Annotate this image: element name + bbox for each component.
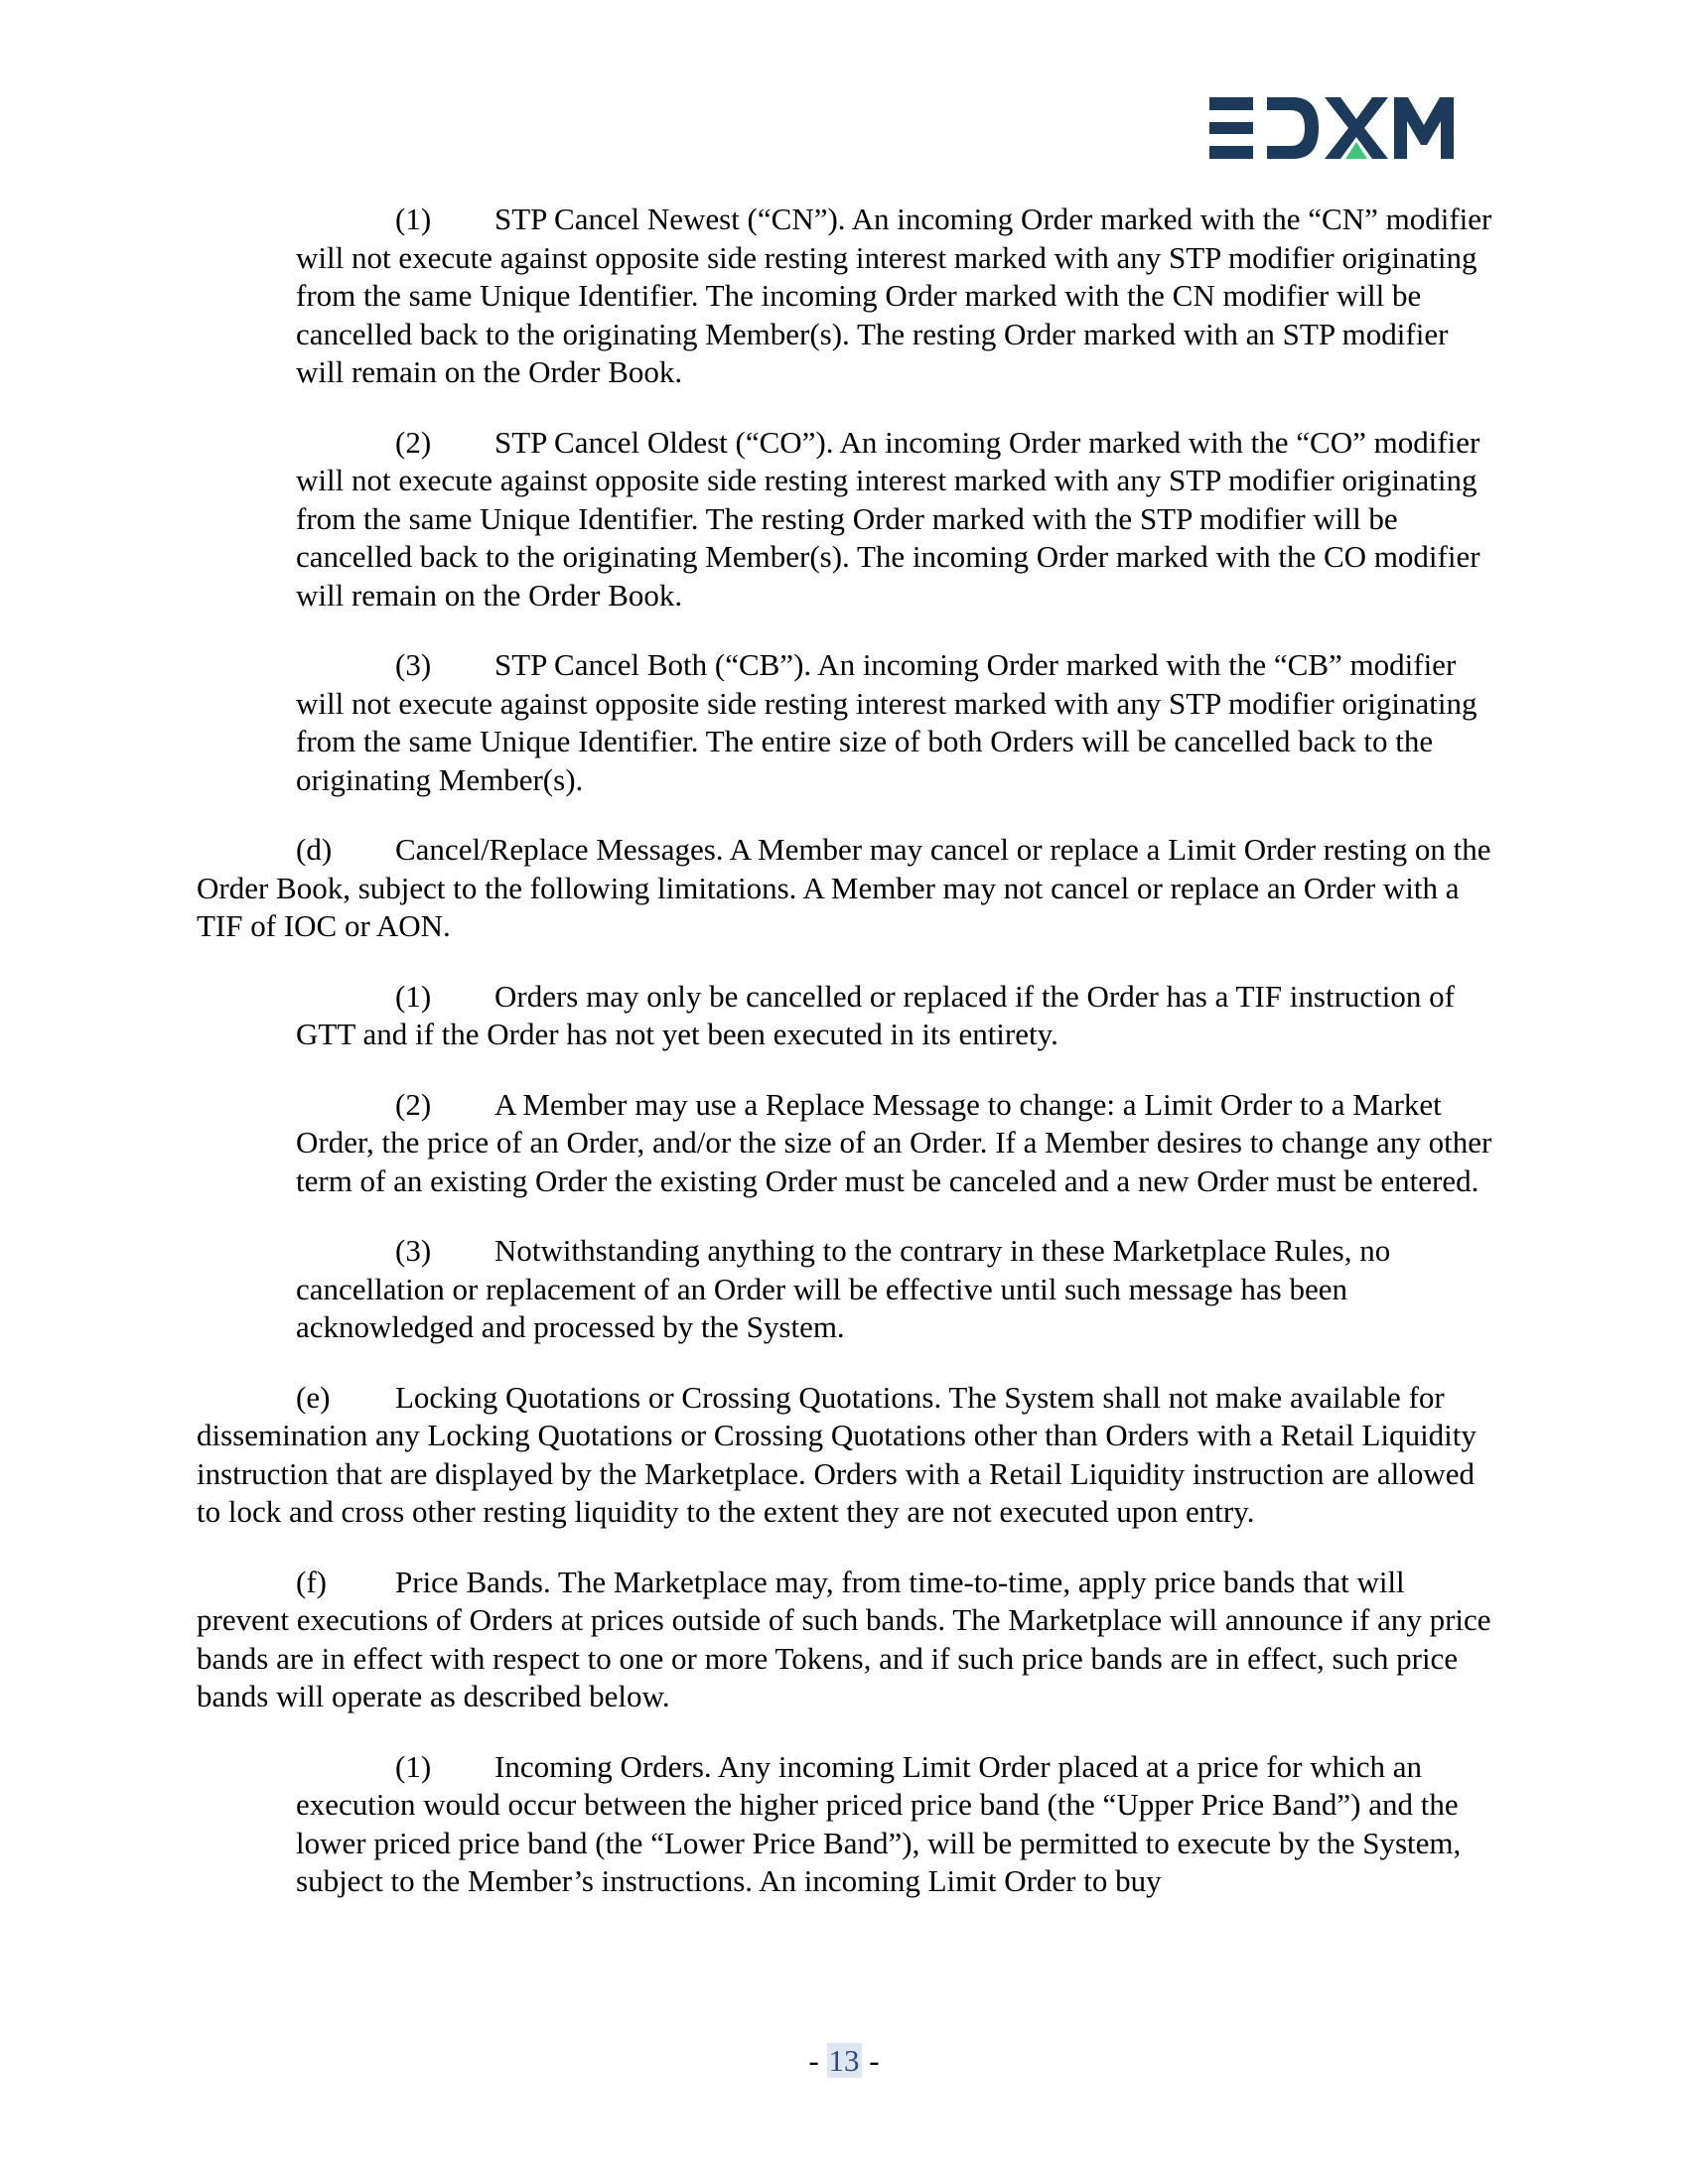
paragraph-stp-cancel-newest — [197, 201, 1497, 392]
logo-d — [1267, 97, 1319, 159]
edxm-logo — [1209, 95, 1454, 161]
paragraph-text: Incoming Orders. Any incoming Limit Order placed at a price for which an execution would occur between the higher priced price band (the “Upper Price Band”) and the lower priced price band (the “Lower Price Band”), will be permitted to execute by the System, subject to the Member’s instructions. An incoming Limit Order to buy — [296, 1748, 1462, 1898]
paragraph-stp-cancel-oldest — [197, 424, 1497, 615]
paragraph-locking-quotations — [197, 1379, 1497, 1532]
page-number: 13 — [828, 2043, 860, 2078]
paragraph-price-bands — [197, 1564, 1497, 1716]
paragraph-stp-cancel-both — [197, 646, 1497, 799]
paragraph-text: STP Cancel Both (“CB”). An incoming Order marked with the “CB” modifier will not execute against opposite side resting interest marked with any STP modifier originating from the same Unique Identifier. The entire size of both Orders will be cancelled back to the originating Member(s). — [296, 647, 1477, 797]
paragraph-number: (d) — [296, 832, 333, 867]
logo-e-bar-mid — [1209, 122, 1253, 134]
document-body — [197, 201, 1497, 1933]
paragraph-text: Price Bands. The Marketplace may, from time-to-time, apply price bands that will prevent executions of Orders at prices outside of such bands. The Marketplace will announce if any price bands are in effect with respect to one or more Tokens, and if such price bands are in effect, such price bands will operate as described below. — [197, 1564, 1491, 1713]
logo-e-bar-bottom — [1209, 146, 1253, 159]
paragraph-number: (1) — [395, 202, 432, 236]
paragraph-number: (3) — [395, 647, 432, 682]
paragraph-cancel-replace — [197, 831, 1497, 946]
paragraph-notwithstanding — [197, 1232, 1497, 1347]
paragraph-number: (1) — [395, 1748, 432, 1784]
paragraph-number: (1) — [395, 978, 432, 1014]
paragraph-text: Cancel/Replace Messages. A Member may cancel or replace a Limit Order resting on the Order Book, subject to the following limitations. A Member may not cancel or replace an Order with a TIF of IOC or AON. — [197, 832, 1491, 943]
paragraph-text: Locking Quotations or Crossing Quotations. The System shall not make available for dissemination any Locking Quotations or Crossing Quotations other than Orders with a Retail Liquidity instruction that are displayed by the Marketplace. Orders with a Retail Liquidity instruction are allowed to lock and cross other resting liquidity to the extent they are not executed upon entry. — [197, 1379, 1477, 1529]
logo-e-bar-top — [1209, 97, 1253, 110]
paragraph-number: (2) — [395, 1086, 432, 1122]
paragraph-text: Orders may only be cancelled or replaced if the Order has a TIF instruction of GTT and if the Order has not yet been executed in its entirety. — [296, 978, 1455, 1051]
paragraph-text: STP Cancel Newest (“CN”). An incoming Order marked with the “CN” modifier will not execute against opposite side resting interest marked with any STP modifier originating from the same Unique Identifier. The incoming Order marked with the CN modifier will be cancelled back to the originating Member(s). The resting Order marked with an STP modifier will remain on the Order Book. — [296, 202, 1492, 389]
paragraph-incoming-orders — [197, 1748, 1497, 1901]
logo-m — [1394, 97, 1454, 159]
paragraph-number: (3) — [395, 1233, 432, 1268]
paragraph-text: A Member may use a Replace Message to change: a Limit Order to a Market Order, the price of an Order, and/or the size of an Order. If a Member desires to change any other term of an existing Order the existing Order must be canceled and a new Order must be entered. — [296, 1086, 1492, 1198]
paragraph-number: (2) — [395, 424, 432, 460]
footer-dash-left: - — [808, 2043, 819, 2078]
paragraph-number: (f) — [296, 1564, 327, 1599]
page-footer — [0, 2043, 1688, 2079]
paragraph-cancel-gtt — [197, 978, 1497, 1054]
paragraph-text: STP Cancel Oldest (“CO”). An incoming Order marked with the “CO” modifier will not execute against opposite side resting interest marked with any STP modifier originating from the same Unique Identifier. The resting Order marked with the STP modifier will be cancelled back to the originating Member(s). The incoming Order marked with the CO modifier will remain on the Order Book. — [296, 424, 1480, 613]
paragraph-text: Notwithstanding anything to the contrary in these Marketplace Rules, no cancellation or replacement of an Order will be effective until such message has been acknowledged and processed by the System. — [296, 1233, 1391, 1344]
footer-dash-right: - — [869, 2043, 880, 2078]
paragraph-replace-message — [197, 1086, 1497, 1201]
paragraph-number: (e) — [296, 1379, 331, 1415]
